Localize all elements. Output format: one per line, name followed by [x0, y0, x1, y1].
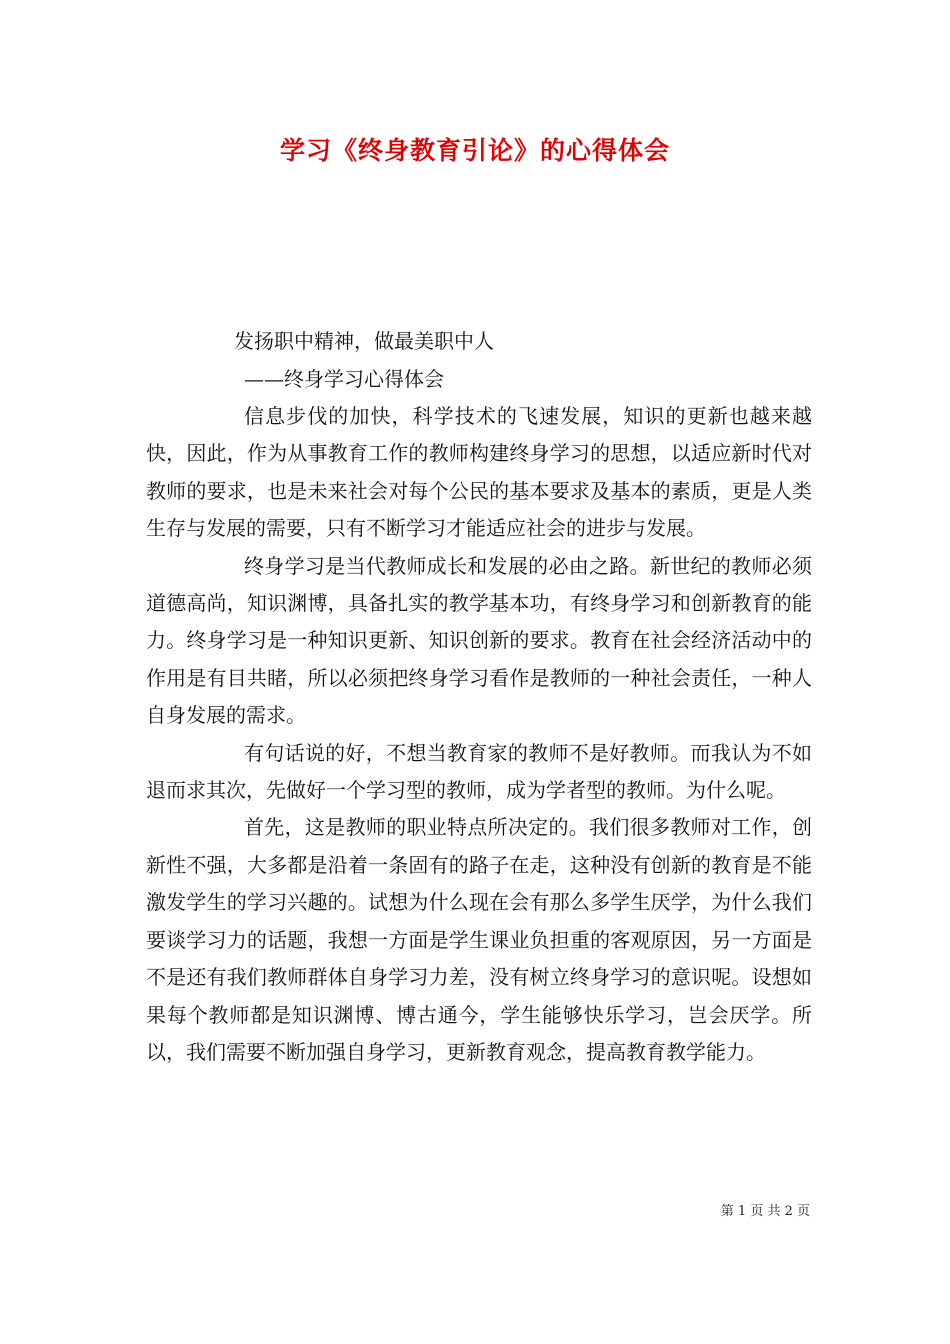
document-subtitle-secondary: ——终身学习心得体会 [244, 367, 444, 391]
body-paragraph: 有句话说的好，不想当教育家的教师不是好教师。而我认为不如退而求其次，先做好一个学习型的教师，成为学者型的教师。为什么呢。 [146, 740, 812, 803]
body-paragraph: 首先，这是教师的职业特点所决定的。我们很多教师对工作，创新性不强，大多都是沿着一条固有的路子在走，这种没有创新的教育是不能激发学生的学习兴趣的。试想为什么现在会有那么多学生厌学，为什么我们要谈学习力的话题，我想一方面是学生课业负担重的客观原因，另一方面是不是还有我们教师群体自身学习力差，没有树立终身学习的意识呢。设想如果每个教师都是知识渊博、博古通今，学生能够快乐学习，岂会厌学。所以，我们需要不断加强自身学习，更新教育观念，提高教育教学能力。 [146, 815, 812, 1064]
document-subtitle: 发扬职中精神，做最美职中人 [234, 329, 494, 353]
body-paragraph: 终身学习是当代教师成长和发展的必由之路。新世纪的教师必须道德高尚，知识渊博，具备扎实的教学基本功，有终身学习和创新教育的能力。终身学习是一种知识更新、知识创新的要求。教育在社会经济活动中的作用是有目共睹，所以必须把终身学习看作是教师的一种社会责任，一种人自身发展的需求。 [146, 553, 812, 728]
document-body [146, 398, 812, 1071]
page-footer: 第 1 页 共 2 页 [720, 1204, 810, 1219]
body-paragraph: 信息步伐的加快，科学技术的飞速发展，知识的更新也越来越快，因此，作为从事教育工作的教师构建终身学习的思想，以适应新时代对教师的要求，也是未来社会对每个公民的基本要求及基本的素质，更是人类生存与发展的需要，只有不断学习才能适应社会的进步与发展。 [146, 404, 812, 541]
document-title: 学习《终身教育引论》的心得体会 [279, 136, 670, 165]
